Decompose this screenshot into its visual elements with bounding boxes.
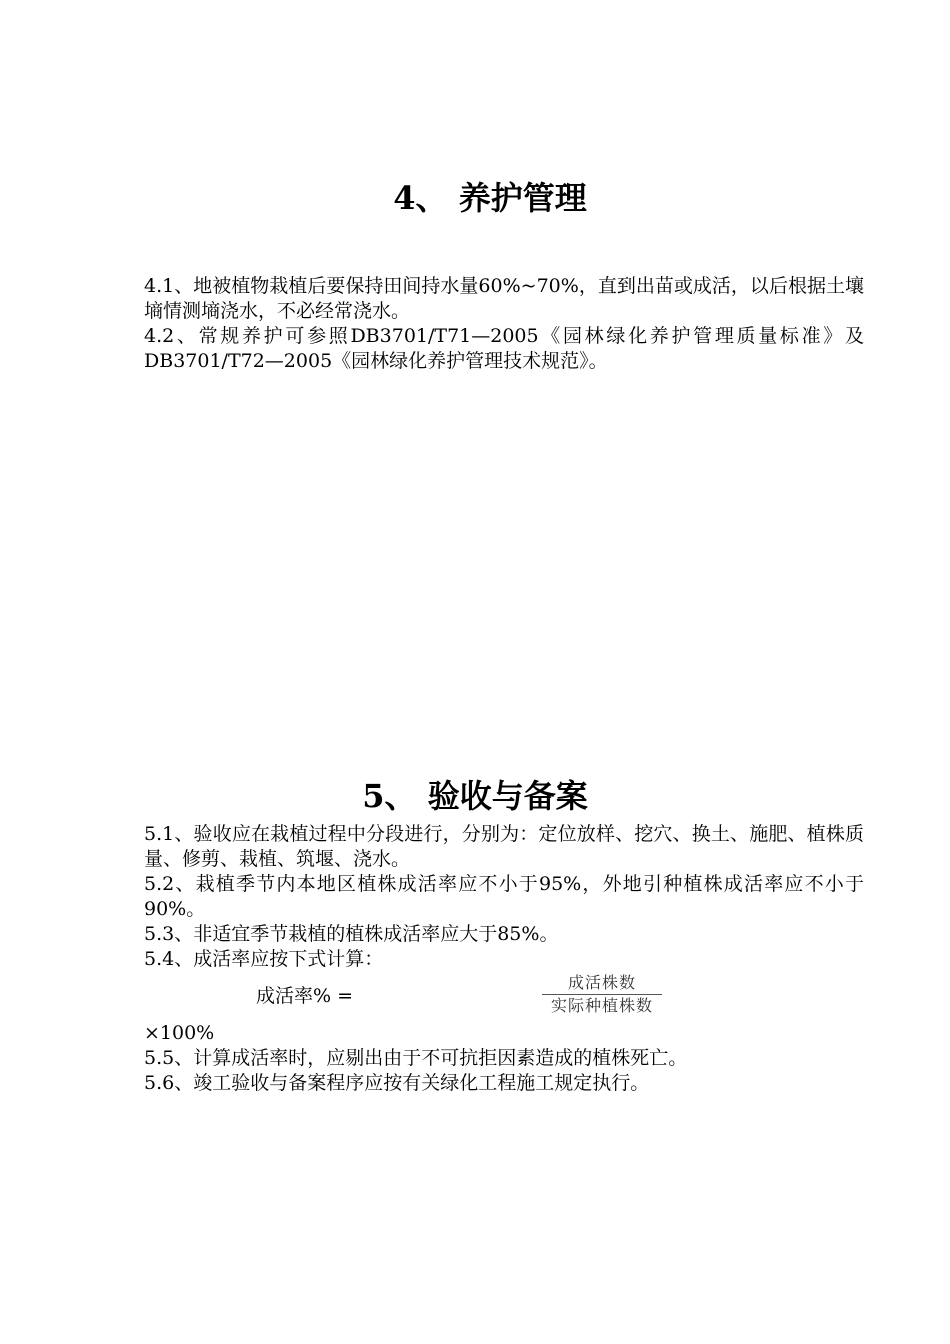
paragraph-5-6: 5.6、竣工验收与备案程序应按有关绿化工程施工规定执行。: [144, 1072, 650, 1094]
section-5-body-continued: [144, 1021, 864, 1096]
survival-rate-formula: [144, 972, 864, 1022]
paragraph-4-1: 4.1、地被植物栽植后要保持田间持水量60%~70%，直到出苗或成活，以后根据土壤墒情测墒浇水，不必经常浇水。: [144, 275, 864, 322]
paragraph-4-2: 4.2、常规养护可参照DB3701/T71—2005《园林绿化养护管理质量标准》及DB3701/T72—2005《园林绿化养护管理技术规范》。: [144, 325, 864, 372]
paragraph-5-2: 5.2、栽植季节内本地区植株成活率应不小于95%，外地引种植株成活率应不小于90%。: [144, 873, 864, 920]
paragraph-5-1: 5.1、验收应在栽植过程中分段进行，分别为：定位放样、挖穴、换土、施肥、植株质量、修剪、栽植、筑堰、浇水。: [144, 823, 864, 870]
formula-denominator: 实际种植株数: [550, 996, 653, 1015]
section-4-heading: 4、 养护管理: [393, 179, 587, 217]
section-4-body: [144, 274, 864, 374]
formula-multiplier: ×100%: [144, 1022, 215, 1044]
paragraph-5-4: 5.4、成活率应按下式计算：: [144, 948, 384, 970]
formula-fraction: [542, 972, 662, 1017]
section-5-body: [144, 822, 864, 972]
formula-numerator: 成活株数: [567, 973, 636, 992]
section-5-heading: 5、 验收与备案: [362, 777, 588, 815]
formula-lhs: 成活率% =: [256, 985, 354, 1007]
paragraph-5-5: 5.5、计算成活率时，应剔出由于不可抗拒因素造成的植株死亡。: [144, 1047, 688, 1069]
paragraph-5-3: 5.3、非适宜季节栽植的植株成活率应大于85%。: [144, 923, 559, 945]
